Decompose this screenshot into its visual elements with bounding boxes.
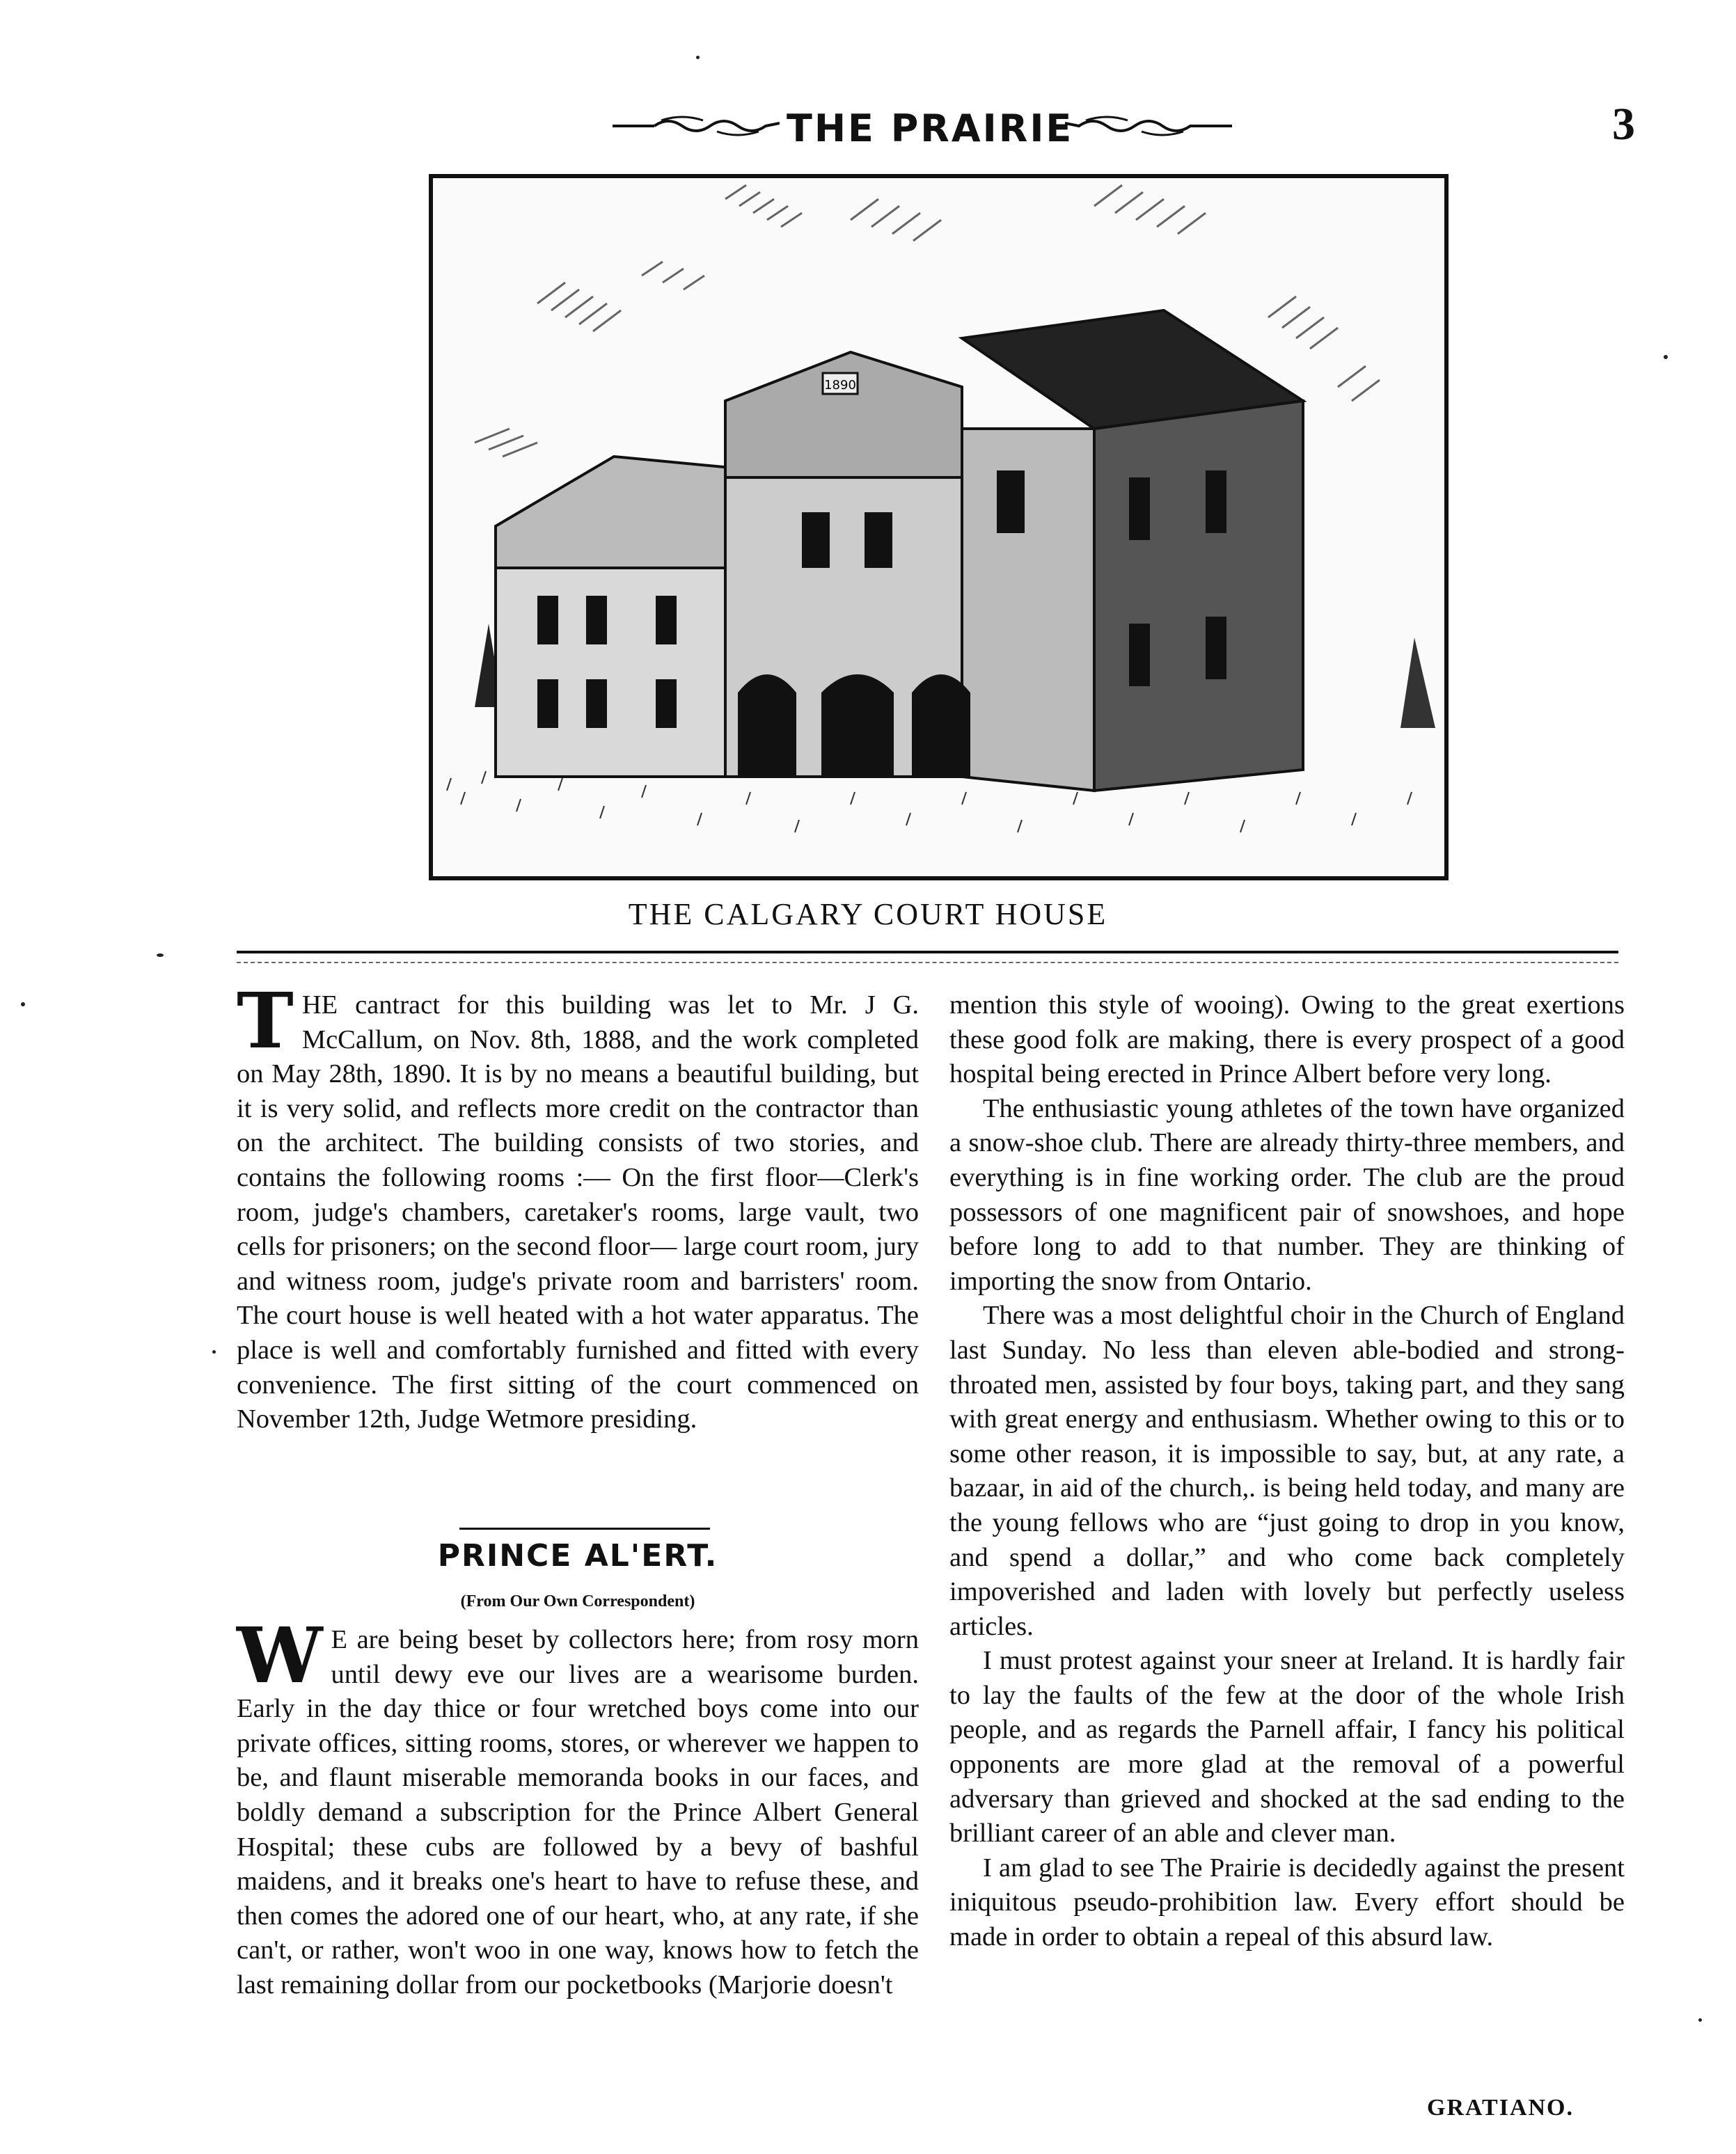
prince-albert-article-left <box>237 1610 919 2003</box>
section-heading: PRINCE AL'ERT. <box>437 1538 718 1574</box>
drop-cap: T <box>237 976 294 1066</box>
prohibition-paragraph: I am glad to see The Prairie is decidedly against the present iniquitous pseudo-prohibition law. Every effort should be made in order to obtain a repeal of this absurd law. <box>949 1853 1625 1952</box>
illustration-caption: THE CALGARY COURT HOUSE <box>628 897 1108 931</box>
caption-rule-secondary <box>237 962 1618 963</box>
scan-speck <box>1664 355 1668 359</box>
right-ornament-icon <box>1065 112 1232 140</box>
scan-speck <box>212 1350 216 1354</box>
court-house-engraving <box>433 178 1444 876</box>
scan-speck <box>696 56 700 59</box>
prince-albert-text-left: E are being beset by collectors here; from rosy morn until dewy eve our lives are a wearisome burden. Early in the day thice or four wretched boys come into our private offices, sitting rooms, stores, or wherever we happen to be, and flaunt miserable memoranda books in our faces, and boldly demand a subscription for the Prince Albert General Hospital; these cubs are followed by a bevy of bashful maidens, and it breaks one's heart to have to refuse these, and then comes the adored one of our heart, who, at any rate, if she can't, or rather, won't woo in one way, knows how to fetch the last remaining dollar from our pocketbooks (Marjorie doesn't <box>237 1625 919 1999</box>
grass-hatching <box>447 771 1412 832</box>
court-house-article <box>237 976 919 1437</box>
scan-speck <box>1698 2018 1702 2022</box>
choir-paragraph: There was a most delightful choir in the Church of England last Sunday. No less than eleven able-bodied and strong-throated men, assisted by four boys, taking part, and they sang with great energy and enthusiasm. Whether owing to this or to some other reason, it is impossible to say, but, at any rate, a bazaar, in aid of the church,. is being held today, and many are the young fellows who are “just going to drop in you know, and spend a dollar,” and who come back completely impoverished and laden with lovely but perfectly useless articles. <box>949 1301 1625 1641</box>
scan-speck <box>157 953 164 957</box>
running-header <box>0 94 1736 157</box>
caption-rule <box>237 951 1618 953</box>
page-number: 3 <box>1612 99 1635 150</box>
court-house-text: HE cantract for this building was let to Mr. J G. McCallum, on Nov. 8th, 1888, and the work completed on May 28th, 1890. It is by no means a beautiful building, but it is very solid, and reflects more credit on the contractor than on the architect. The building consists of two stories, and contains the following rooms :— On the first floor—Clerk's room, judge's chambers, caretaker's rooms, large vault, two cells for prisoners; on the second floor— large court room, jury and witness room, judge's private room and barristers' room. The court house is well heated with a hot water apparatus. The place is well and comfortably furnished and fitted with every convenience. The first sitting of the court commenced on November 12th, Judge Wetmore presiding. <box>237 990 919 1434</box>
publication-title: THE PRAIRIE <box>787 106 1074 150</box>
section-rule <box>459 1528 710 1530</box>
snowshoe-paragraph: The enthusiastic young athletes of the town have organized a snow-shoe club. There are already thirty-three members, and everything is in fine working order. The club are the proud possessors of one magnificent pair of snowshoes, and hope before long to add to that number. They are thinking of importing the snow from Ontario. <box>949 1093 1625 1296</box>
section-byline: (From Our Own Correspondent) <box>460 1592 695 1610</box>
prince-albert-paragraph <box>237 1610 919 2003</box>
signature: GRATIANO. <box>1427 2095 1574 2121</box>
scan-speck <box>21 1002 25 1006</box>
left-ornament-icon <box>613 112 780 140</box>
ireland-paragraph: I must protest against your sneer at Ireland. It is hardly fair to lay the faults of the few at the door of the whole Irish people, and as regards the Parnell affair, I fancy his political opponents are more glad at the removal of a powerful adversary than grieved and shocked at the sad ending to the brilliant career of an able and clever man. <box>949 1646 1625 1848</box>
court-house-illustration <box>429 174 1449 880</box>
drop-cap: W <box>237 1610 323 1700</box>
date-plaque-text: 1890 <box>824 378 856 393</box>
court-house-paragraph <box>237 976 919 1437</box>
prince-albert-article-right <box>949 988 1625 1955</box>
continued-paragraph: mention this style of wooing). Owing to the great exertions these good folk are making, there is every prospect of a good hospital being erected in Prince Albert before very long. <box>949 990 1625 1089</box>
right-tree <box>1400 638 1435 728</box>
